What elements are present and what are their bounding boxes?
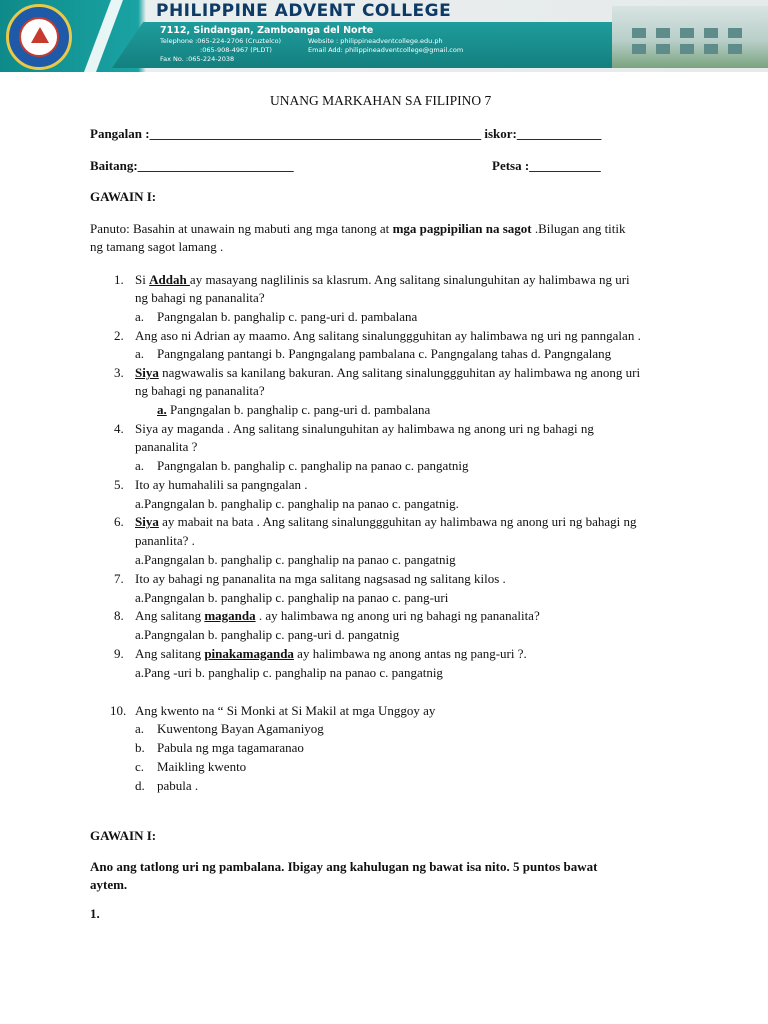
date-blank[interactable]: ___________ (529, 158, 601, 173)
school-email: Email Add: philippineadventcollege@gmail.com (308, 46, 464, 54)
question-3-option-letter: a. (157, 402, 167, 417)
school-logo (6, 4, 72, 70)
question-1-underlined: Addah (149, 272, 190, 287)
section-2-instruction-line-1: Ano ang tatlong uri ng pambalana. Ibigay ang kahulugan ng bawat isa nito. 5 puntos bawat (90, 859, 598, 874)
question-10-option-b: Pabula ng mga tagamaranao (157, 740, 304, 755)
question-4-number: 4. (114, 421, 124, 436)
question-3-underlined: Siya (135, 365, 159, 380)
question-2-option-letter: a. (135, 346, 145, 361)
question-7-options: a.Pangngalan b. panghalip c. panghalip na panao c. pang-uri (135, 590, 449, 605)
question-1-option-letter: a. (135, 309, 145, 324)
question-10-option-d-letter: d. (135, 778, 145, 793)
instruction-text-end: .Bilugan ang titik (531, 221, 626, 236)
question-10-option-d: pabula . (157, 778, 199, 793)
question-6-underlined: Siya (135, 514, 159, 529)
question-10-option-b-letter: b. (135, 740, 145, 755)
name-row (90, 125, 601, 143)
question-3-line-2: ng bahagi ng pananalita? (135, 383, 265, 398)
question-7: Ito ay bahagi ng pananalita na mga salitang nagsasad ng salitang kilos . (135, 571, 506, 586)
question-5: Ito ay humahalili sa pangngalan . (135, 477, 308, 492)
question-9-underlined: pinakamaganda (204, 646, 294, 661)
question-1-line-2: ng bahagi ng pananalita? (135, 290, 265, 305)
name-blank[interactable]: ___________________________________________________ (149, 126, 482, 141)
question-6-number: 6. (114, 514, 124, 529)
question-6-options: a.Pangngalan b. panghalip c. panghalip na panao c. pangatnig (135, 552, 456, 567)
question-2: Ang aso ni Adrian ay maamo. Ang salitang sinalunggguhitan ay halimbawa ng uri ng panngalan . (135, 328, 641, 343)
section-heading-1: GAWAIN I: (90, 189, 157, 204)
instruction-line-2: ng tamang sagot lamang . (90, 239, 224, 254)
question-10-option-c: Maikling kwento (157, 759, 247, 774)
question-1-number: 1. (114, 272, 124, 287)
question-10-option-a-letter: a. (135, 721, 145, 736)
question-9-options: a.Pang -uri b. panghalip c. panghalip na panao c. pangatnig (135, 665, 443, 680)
grade-blank[interactable]: ________________________ (137, 158, 294, 173)
question-7-number: 7. (114, 571, 124, 586)
question-8-options: a.Pangngalan b. panghalip c. pang-uri d. pangatnig (135, 627, 400, 642)
grade-label: Baitang: (90, 158, 138, 173)
score-blank[interactable]: _____________ (516, 126, 602, 141)
question-2-number: 2. (114, 328, 124, 343)
question-1-options: Pangngalan b. panghalip c. pang-uri d. pambalana (157, 309, 418, 324)
grade-row (90, 157, 294, 175)
question-4-options: Pangngalan b. panghalip c. panghalip na panao c. pangatnig (157, 458, 469, 473)
score-label: iskor: (484, 126, 517, 141)
exam-title: UNANG MARKAHAN SA FILIPINO 7 (270, 93, 492, 108)
section-2-instruction-line-2: aytem. (90, 877, 128, 892)
question-8-underlined: maganda (204, 608, 256, 623)
question-10-number: 10. (110, 703, 127, 718)
question-5-number: 5. (114, 477, 124, 492)
school-website: Website : philippineadventcollege.edu.ph (308, 37, 443, 45)
instruction-line-1 (90, 220, 626, 238)
question-3-options: Pangngalan b. panghalip c. pang-uri d. pambalana (170, 402, 431, 417)
school-telephone: Telephone :065-224-2706 (Cruztelco) (160, 37, 282, 45)
question-2-options: Pangngalang pantangi b. Pangngalang pambalana c. Pangngalang tahas d. Pangngalang (157, 346, 612, 361)
question-6-line-2: pananlita? . (135, 533, 195, 548)
question-8-number: 8. (114, 608, 124, 623)
question-9-number: 9. (114, 646, 124, 661)
question-8: Ang salitang maganda . ay halimbawa ng anong uri ng bahagi ng pananalita? (135, 608, 540, 623)
date-row (492, 157, 601, 175)
question-4: Siya ay maganda . Ang salitang sinalunguhitan ay halimbawa ng anong uri ng bahagi ng (135, 421, 594, 436)
question-10-option-c-letter: c. (135, 759, 145, 774)
instruction-emphasis: mga pagpipilian na sagot (392, 221, 532, 236)
answer-item-1: 1. (90, 906, 100, 921)
date-label: Petsa : (492, 158, 530, 173)
school-address: 7112, Sindangan, Zamboanga del Norte (160, 25, 374, 36)
instruction-text: Panuto: Basahin at unawain ng mabuti ang mga tanong at (90, 221, 393, 236)
question-3-number: 3. (114, 365, 124, 380)
question-4-option-letter: a. (135, 458, 145, 473)
school-telephone-2: :065-908-4967 (PLDT) (200, 46, 272, 54)
school-name: PHILIPPINE ADVENT COLLEGE (156, 1, 452, 21)
question-10: Ang kwento na “ Si Monki at Si Makil at mga Unggoy ay (135, 703, 436, 718)
question-5-options: a.Pangngalan b. panghalip c. panghalip na panao c. pangatnig. (135, 496, 459, 511)
section-heading-2: GAWAIN I: (90, 828, 157, 843)
question-4-line-2: pananalita ? (135, 439, 198, 454)
question-9: Ang salitang pinakamaganda ay halimbawa ng anong antas ng pang-uri ?. (135, 646, 527, 661)
school-fax: Fax No. :065-224-2038 (160, 55, 235, 63)
question-3: Siya nagwawalis sa kanilang bakuran. Ang salitang sinalunggguhitan ay halimbawa ng anong uri (135, 365, 641, 380)
letterhead (0, 0, 768, 72)
name-label: Pangalan : (90, 126, 150, 141)
campus-building-image (612, 6, 768, 68)
question-1: Si Addah ay masayang naglilinis sa klasrum. Ang salitang sinalunguhitan ay halimbawa ng uri (135, 272, 630, 287)
question-10-option-a: Kuwentong Bayan Agamaniyog (157, 721, 324, 736)
question-6: Siya ay mabait na bata . Ang salitang sinalunggguhitan ay halimbawa ng anong uri ng bahagi ng (135, 514, 637, 529)
